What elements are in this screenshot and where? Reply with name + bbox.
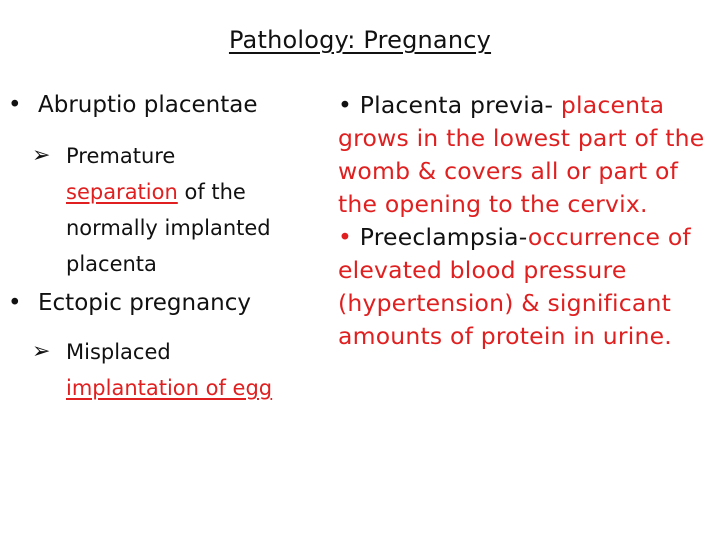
sub-ectopic-line1: Misplaced bbox=[66, 340, 171, 364]
sub-abruptio-line1: Premature bbox=[66, 144, 176, 168]
sub-abruptio-line2 bbox=[66, 174, 271, 210]
bullet-ectopic bbox=[8, 290, 251, 316]
bullet-abruptio-text: Abruptio placentae bbox=[38, 92, 258, 118]
placenta-previa-label: Placenta previa- bbox=[359, 91, 561, 119]
separation-word: separation bbox=[66, 180, 178, 204]
sub-ectopic-line2: implantation of egg bbox=[66, 376, 273, 400]
arrow-bullet-icon: ➢ bbox=[32, 339, 51, 364]
arrow-bullet-icon: ➢ bbox=[32, 143, 51, 168]
bullet-icon: • bbox=[338, 223, 360, 251]
placenta-previa-desc: placenta grows in the lowest part of the womb & covers all or part of the opening to the cervix. bbox=[338, 91, 705, 218]
bullet-icon: • bbox=[8, 290, 22, 316]
bullet-abruptio bbox=[8, 92, 257, 118]
preeclampsia-desc: occurrence of elevated blood pressure (hypertension) & significant amounts of protein in urine. bbox=[338, 223, 691, 350]
left-column bbox=[0, 0, 320, 540]
placenta-previa-item bbox=[338, 89, 713, 221]
bullet-ectopic-text: Ectopic pregnancy bbox=[38, 290, 252, 316]
page-title-text: Pathology: Pregnancy bbox=[228, 26, 492, 54]
sub-abruptio-line3: normally implanted bbox=[66, 216, 271, 240]
sub-ectopic bbox=[32, 334, 273, 406]
preeclampsia-item bbox=[338, 221, 713, 353]
bullet-icon: • bbox=[338, 91, 360, 119]
preeclampsia-label: Preeclampsia- bbox=[359, 223, 528, 251]
sub-abruptio bbox=[32, 138, 271, 282]
bullet-icon: • bbox=[8, 92, 22, 118]
sub-abruptio-line2-suffix: of the bbox=[177, 180, 246, 204]
sub-abruptio-line4: placenta bbox=[66, 252, 157, 276]
right-column bbox=[338, 89, 713, 353]
